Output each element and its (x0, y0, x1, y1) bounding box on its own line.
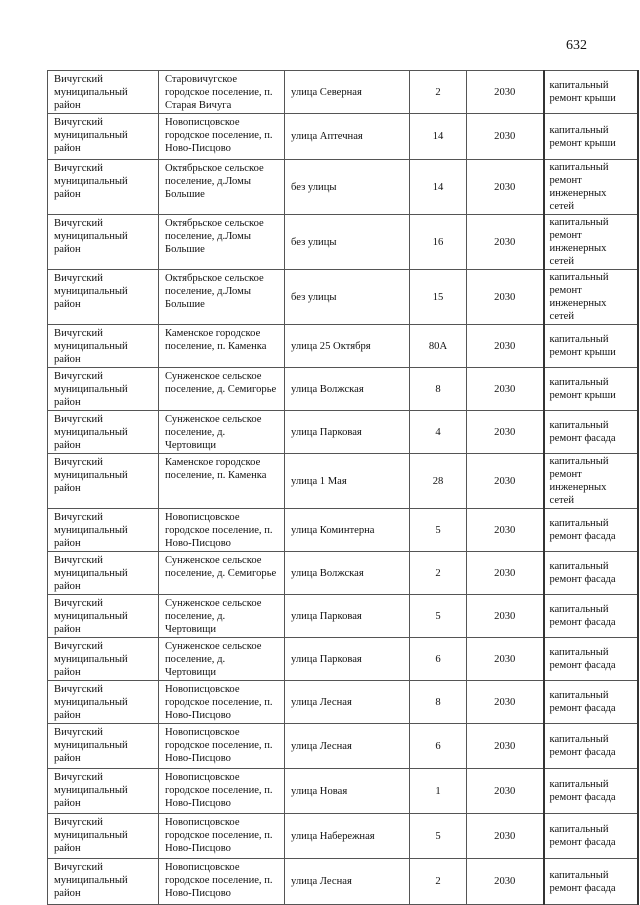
house-number-cell: 28 (410, 454, 467, 509)
year-cell: 2030 (467, 325, 544, 368)
year-cell: 2030 (467, 859, 544, 905)
table-row (48, 859, 638, 905)
settlement-cell: Новописцовское городское поселение, п. Ново-Писцово (159, 509, 285, 552)
district-cell: Вичугский муниципальный район (48, 814, 159, 859)
district-cell: Вичугский муниципальный район (48, 114, 159, 160)
district-cell: Вичугский муниципальный район (48, 509, 159, 552)
table-row (48, 724, 638, 769)
house-number-cell: 15 (410, 270, 467, 325)
house-number-cell: 5 (410, 509, 467, 552)
table-row (48, 71, 638, 114)
house-number-cell: 8 (410, 368, 467, 411)
district-cell: Вичугский муниципальный район (48, 411, 159, 454)
house-number-cell: 2 (410, 71, 467, 114)
street-cell: улица 25 Октября (285, 325, 410, 368)
table-row (48, 509, 638, 552)
street-cell: улица Набережная (285, 814, 410, 859)
street-cell: улица Коминтерна (285, 509, 410, 552)
district-cell: Вичугский муниципальный район (48, 769, 159, 814)
settlement-cell: Новописцовское городское поселение, п. Ново-Писцово (159, 859, 285, 905)
street-cell: улица Волжская (285, 368, 410, 411)
street-cell: улица Парковая (285, 411, 410, 454)
district-cell: Вичугский муниципальный район (48, 552, 159, 595)
work-type-cell: капитальный ремонт фасада (544, 638, 638, 681)
house-number-cell: 1 (410, 769, 467, 814)
year-cell: 2030 (467, 411, 544, 454)
house-number-cell: 16 (410, 215, 467, 270)
settlement-cell: Каменское городское поселение, п. Каменка (159, 454, 285, 509)
district-cell: Вичугский муниципальный район (48, 71, 159, 114)
work-type-cell: капитальный ремонт фасада (544, 411, 638, 454)
work-type-cell: капитальный ремонт крыши (544, 71, 638, 114)
table-row (48, 681, 638, 724)
district-cell: Вичугский муниципальный район (48, 325, 159, 368)
district-cell: Вичугский муниципальный район (48, 160, 159, 215)
district-cell: Вичугский муниципальный район (48, 681, 159, 724)
year-cell: 2030 (467, 509, 544, 552)
year-cell: 2030 (467, 368, 544, 411)
work-type-cell: капитальный ремонт инженерных сетей (544, 215, 638, 270)
street-cell: улица Волжская (285, 552, 410, 595)
table-row (48, 595, 638, 638)
street-cell: без улицы (285, 215, 410, 270)
house-number-cell: 6 (410, 724, 467, 769)
settlement-cell: Новописцовское городское поселение, п. Ново-Писцово (159, 724, 285, 769)
table-row (48, 215, 638, 270)
settlement-cell: Сунженское сельское поселение, д. Семигорье (159, 552, 285, 595)
work-type-cell: капитальный ремонт инженерных сетей (544, 270, 638, 325)
work-type-cell: капитальный ремонт фасада (544, 814, 638, 859)
work-type-cell: капитальный ремонт крыши (544, 368, 638, 411)
table-row (48, 270, 638, 325)
year-cell: 2030 (467, 114, 544, 160)
year-cell: 2030 (467, 814, 544, 859)
house-number-cell: 2 (410, 552, 467, 595)
settlement-cell: Сунженское сельское поселение, д. Чертовищи (159, 411, 285, 454)
year-cell: 2030 (467, 270, 544, 325)
street-cell: улица Лесная (285, 859, 410, 905)
house-number-cell: 6 (410, 638, 467, 681)
page-number: 632 (566, 38, 587, 53)
work-type-cell: капитальный ремонт фасада (544, 509, 638, 552)
house-number-cell: 2 (410, 859, 467, 905)
street-cell: улица Парковая (285, 595, 410, 638)
district-cell: Вичугский муниципальный район (48, 724, 159, 769)
year-cell: 2030 (467, 552, 544, 595)
work-type-cell: капитальный ремонт фасада (544, 552, 638, 595)
table-row (48, 454, 638, 509)
district-cell: Вичугский муниципальный район (48, 454, 159, 509)
settlement-cell: Новописцовское городское поселение, п. Ново-Писцово (159, 114, 285, 160)
district-cell: Вичугский муниципальный район (48, 270, 159, 325)
year-cell: 2030 (467, 595, 544, 638)
house-number-cell: 80А (410, 325, 467, 368)
table-row (48, 552, 638, 595)
work-type-cell: капитальный ремонт фасада (544, 769, 638, 814)
street-cell: улица Лесная (285, 724, 410, 769)
table-row (48, 368, 638, 411)
street-cell: улица Лесная (285, 681, 410, 724)
house-number-cell: 4 (410, 411, 467, 454)
street-cell: улица Аптечная (285, 114, 410, 160)
district-cell: Вичугский муниципальный район (48, 215, 159, 270)
house-number-cell: 5 (410, 595, 467, 638)
district-cell: Вичугский муниципальный район (48, 859, 159, 905)
street-cell: улица Северная (285, 71, 410, 114)
table-row (48, 814, 638, 859)
year-cell: 2030 (467, 215, 544, 270)
settlement-cell: Октябрьское сельское поселение, д.Ломы Большие (159, 270, 285, 325)
settlement-cell: Новописцовское городское поселение, п. Ново-Писцово (159, 814, 285, 859)
year-cell: 2030 (467, 769, 544, 814)
house-number-cell: 5 (410, 814, 467, 859)
year-cell: 2030 (467, 71, 544, 114)
house-number-cell: 14 (410, 114, 467, 160)
work-type-cell: капитальный ремонт фасада (544, 859, 638, 905)
district-cell: Вичугский муниципальный район (48, 368, 159, 411)
settlement-cell: Сунженское сельское поселение, д. Чертовищи (159, 595, 285, 638)
work-type-cell: капитальный ремонт фасада (544, 681, 638, 724)
settlement-cell: Каменское городское поселение, п. Каменка (159, 325, 285, 368)
district-cell: Вичугский муниципальный район (48, 638, 159, 681)
settlement-cell: Октябрьское сельское поселение, д.Ломы Большие (159, 160, 285, 215)
work-type-cell: капитальный ремонт фасада (544, 724, 638, 769)
street-cell: без улицы (285, 270, 410, 325)
table-row (48, 411, 638, 454)
street-cell: улица Новая (285, 769, 410, 814)
table-row (48, 769, 638, 814)
table-row (48, 638, 638, 681)
year-cell: 2030 (467, 681, 544, 724)
settlement-cell: Октябрьское сельское поселение, д.Ломы Большие (159, 215, 285, 270)
table-row (48, 114, 638, 160)
settlement-cell: Сунженское сельское поселение, д. Чертовищи (159, 638, 285, 681)
house-number-cell: 14 (410, 160, 467, 215)
year-cell: 2030 (467, 454, 544, 509)
work-type-cell: капитальный ремонт крыши (544, 325, 638, 368)
work-type-cell: капитальный ремонт крыши (544, 114, 638, 160)
table-row (48, 160, 638, 215)
work-type-cell: капитальный ремонт инженерных сетей (544, 160, 638, 215)
year-cell: 2030 (467, 638, 544, 681)
street-cell: улица 1 Мая (285, 454, 410, 509)
street-cell: без улицы (285, 160, 410, 215)
settlement-cell: Сунженское сельское поселение, д. Семигорье (159, 368, 285, 411)
settlement-cell: Новописцовское городское поселение, п. Ново-Писцово (159, 769, 285, 814)
table-row (48, 325, 638, 368)
year-cell: 2030 (467, 724, 544, 769)
year-cell: 2030 (467, 160, 544, 215)
settlement-cell: Новописцовское городское поселение, п. Ново-Писцово (159, 681, 285, 724)
housing-repair-table (47, 70, 639, 905)
settlement-cell: Старовичугское городское поселение, п. Старая Вичуга (159, 71, 285, 114)
work-type-cell: капитальный ремонт инженерных сетей (544, 454, 638, 509)
house-number-cell: 8 (410, 681, 467, 724)
work-type-cell: капитальный ремонт фасада (544, 595, 638, 638)
street-cell: улица Парковая (285, 638, 410, 681)
district-cell: Вичугский муниципальный район (48, 595, 159, 638)
